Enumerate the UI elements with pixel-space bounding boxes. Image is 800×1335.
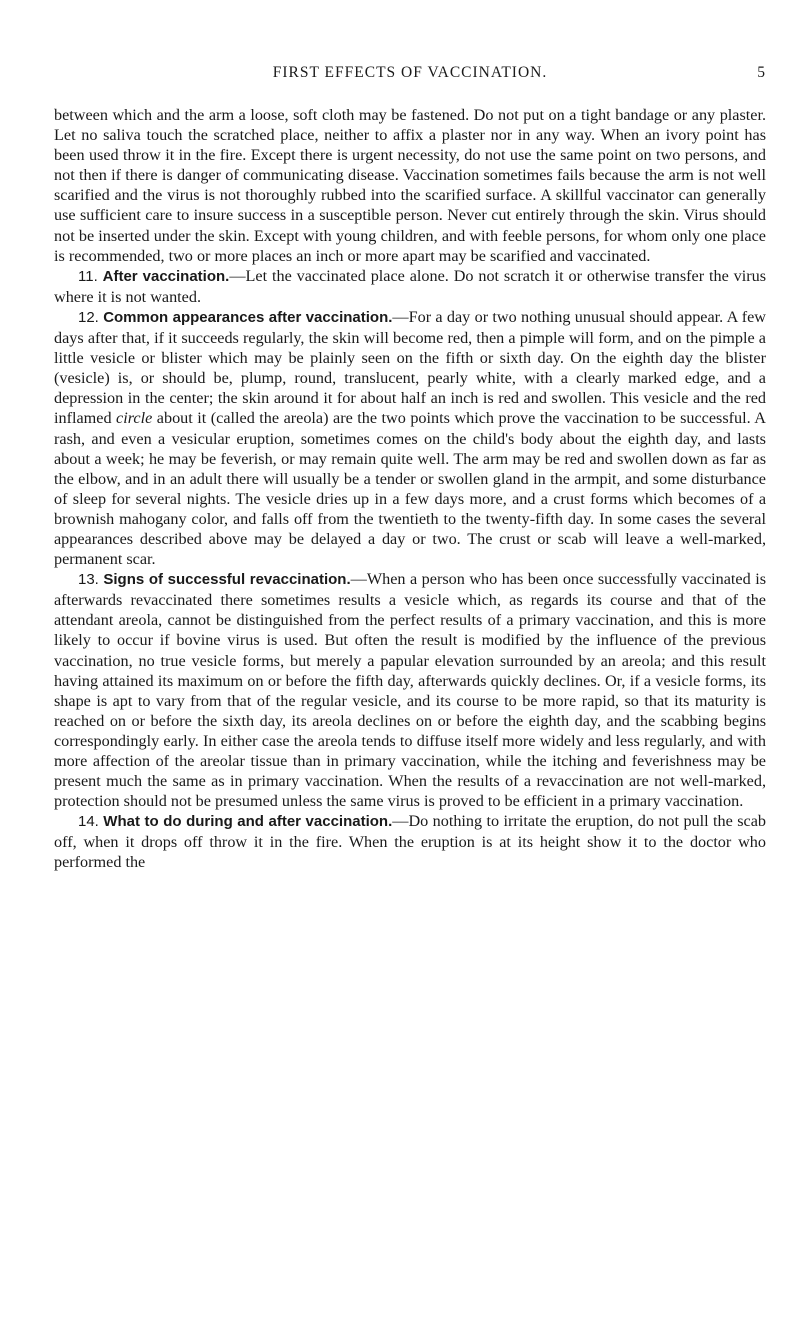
- section-text: —Do nothing to irritate the eruption, do not pull the scab off, when it drops off throw it in the fire. When the eruption is at its height show it to the doctor who performed the: [54, 812, 767, 872]
- section-11: [54, 266, 766, 307]
- section-number: 14.: [78, 813, 99, 831]
- running-head: [54, 64, 766, 84]
- section-text-continued: about it (called the areola) are the two points which prove the vaccination to be successful. A rash, and even a vesicular eruption, sometimes comes on the child's body about the eighth day, and lasts about a week; he may be feverish, or may remain quite well. The arm may be red and swollen down as far as the elbow, and in an adult there will usually be a tender or swollen gland in the armpit, and some disturbance of sleep for several nights. The vesicle dries up in a few days more, and a crust forms which becomes of a brownish mahogany color, and falls off from the twentieth to the twenty-fifth day. In some cases the several appearances described above may be delayed a day or two. The crust or scab will leave a well-marked, permanent scar.: [54, 409, 766, 569]
- section-heading: What to do during and after vaccination.: [103, 813, 393, 831]
- section-heading: Common appearances after vaccination.: [103, 308, 393, 326]
- section-text: —When a person who has been once successfully vaccinated is afterwards revaccinated there sometimes results a vesicle which, as regards its course and that of the attendant areola, cannot be distinguished from the perfect results of a primary vaccination, and this is more likely to occur if bovine virus is used. But often the result is modified by the influence of the previous vaccination, no true vesicle forms, but merely a papular elevation surrounded by an areola; and this result having attained its maximum on or before the fifth day, afterwards quickly declines. Or, if a vesicle forms, its shape is apt to vary from that of the regular vesicle, and its course to be more rapid, so that its maturity is reached on or before the sixth day, its areola declines on or before the eighth day, and the scabbing begins correspondingly early. In either case the areola tends to diffuse itself more widely and less regularly, and with more affection of the areolar tissue than in primary vaccination, while the itching and feverishness may be present much the same as in primary vaccination. When the results of a revaccination are not well-marked, protection should not be presumed unless the same virus is proved to be efficient in a primary vaccination.: [54, 570, 766, 811]
- section-number: 11.: [78, 267, 98, 285]
- section-text: —Let the vaccinated place alone. Do not scratch it or otherwise transfer the virus where it is not wanted.: [54, 266, 767, 306]
- page-number: 5: [757, 64, 766, 81]
- running-head-title: FIRST EFFECTS OF VACCINATION.: [272, 64, 548, 81]
- section-number: 13.: [78, 571, 99, 589]
- body-text: [54, 105, 766, 873]
- section-14: [54, 811, 766, 872]
- section-13: [54, 569, 766, 811]
- section-heading: After vaccination.: [102, 267, 230, 285]
- section-number: 12.: [78, 308, 99, 326]
- section-12: [54, 307, 766, 569]
- section-heading: Signs of successful revaccination.: [103, 571, 351, 589]
- paragraph-continued: [54, 105, 766, 266]
- section-text: —For a day or two nothing unusual should appear. A few days after that, if it succeeds regularly, the skin will become red, then a pimple will form, and on the pimple a little vesicle or blister which may be plainly seen on the fifth or sixth day. On the eighth day the blister (vesicle) is, or should be, plump, round, translucent, pearly white, with a clearly marked edge, and a depression in the center; the skin around it for about half an inch is red and swollen. This vesicle and the red inflamed: [54, 307, 767, 428]
- italic-word: circle: [116, 409, 153, 428]
- paragraph-text: between which and the arm a loose, soft cloth may be fastened. Do not put on a tight bandage or any plaster. Let no saliva touch the scratched place, neither to affix a plaster nor in any way. When an ivory point has been used throw it in the fire. Except there is urgent necessity, do not use the same point on two persons, and not then if there is danger of communicating disease. Vaccination sometimes fails because the arm is not well scarified and the virus is not thoroughly rubbed into the scarified surface. A skillful vaccinator can generally use sufficient care to insure success in a susceptible person. Never cut entirely through the skin. Virus should not be inserted under the skin. Except with young children, and with feeble persons, for whom only one place is recommended, two or more places an inch or more apart may be scarified and vaccinated.: [54, 106, 766, 265]
